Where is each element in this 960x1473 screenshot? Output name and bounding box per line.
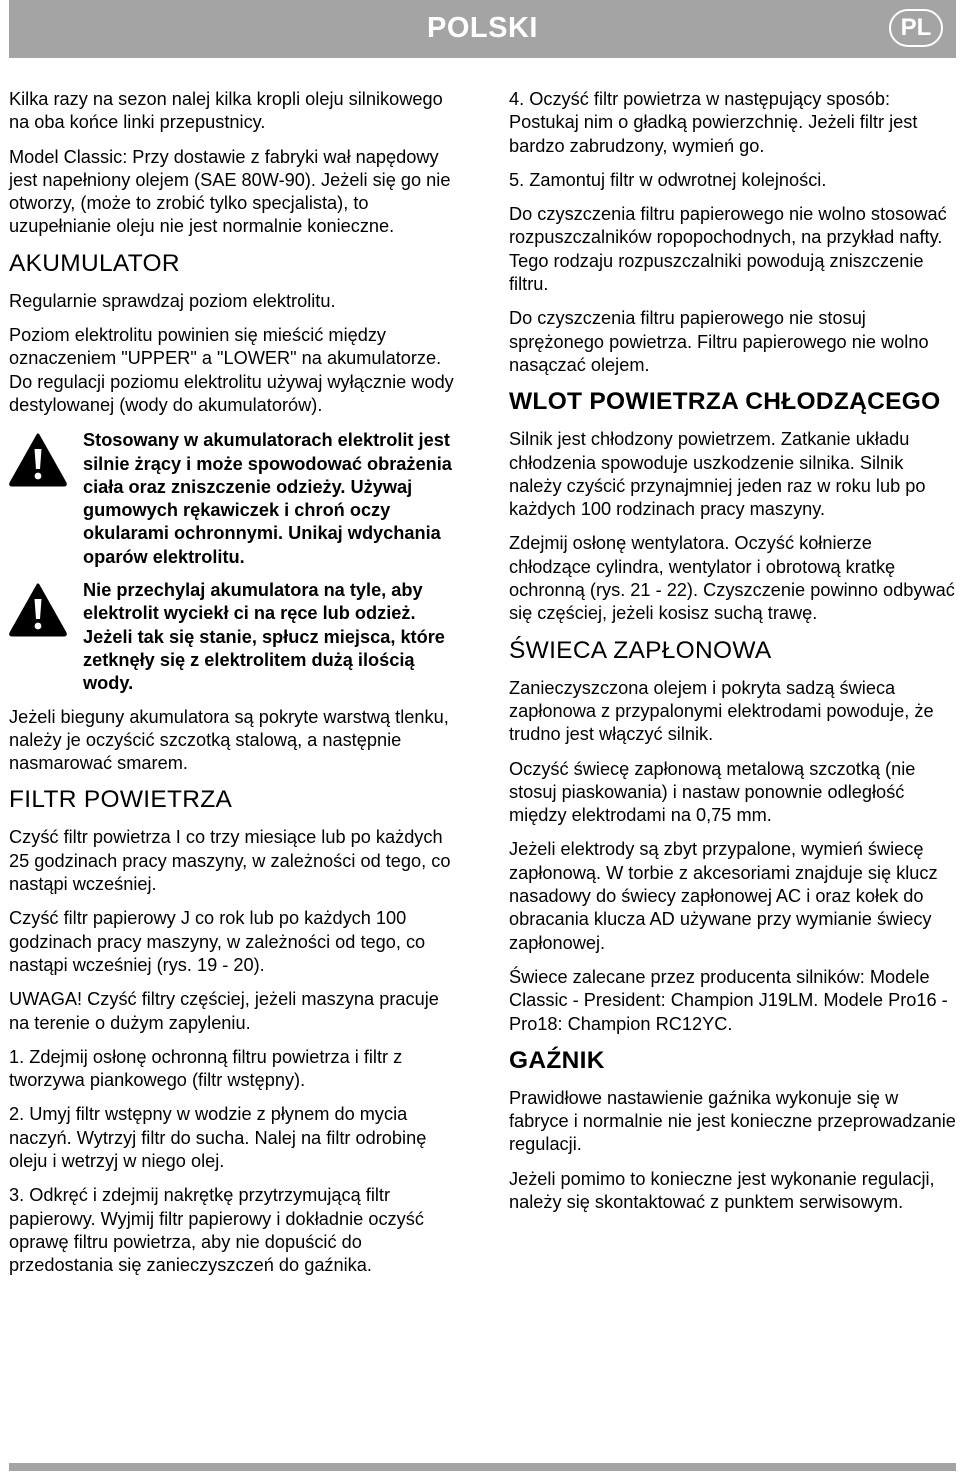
- step-1: 1. Zdejmij osłonę ochronną filtru powietrza i filtr z tworzywa piankowego (filtr wstępny).: [9, 1046, 403, 1091]
- language-badge: PL: [889, 9, 943, 47]
- paragraph-electrolyte-level: Poziom elektrolitu powinien się mieścić między oznaczeniem "UPPER" a "LOWER" na akumulatorze. Do regulacji poziomu elektrolitu używaj wyłącznie wody destylowanej (wody do akumulatorów).: [9, 325, 454, 415]
- paragraph-clean-air-filter: Czyść filtr powietrza I co trzy miesiące lub po każdych 25 godzinach pracy maszyny, w zależności od tego, co nastąpi wcześniej.: [9, 827, 451, 895]
- paragraph-replace-plug: Jeżeli elektrody są zbyt przypalone, wymień świecę zapłonową. W torbie z akcesoriami znajduje się klucz nasadowy do świecy zapłonowej AC i oraz kołek do obracania klucza AD używane przy wymianie świecy zapłonowej.: [509, 839, 938, 953]
- footer-rule: [9, 1463, 956, 1471]
- heading-wlot-powietrza: WLOT POWIETRZA CHŁODZĄCEGO: [509, 388, 941, 416]
- heading-akumulator: AKUMULATOR: [9, 249, 180, 277]
- paragraph-throttle-oil: Kilka razy na sezon nalej kilka kropli oleju silnikowego na oba końce linki przepustnicy.: [9, 89, 443, 133]
- warning-text-1: Stosowany w akumulatorach elektrolit jest silnie żrący i może spowodować obrażenia ciała oraz zniszczenie odzieży. Używaj gumowych rękawiczek i chroń oczy okularami ochronnymi. Unikaj wdychania oparów elektrolitu.: [83, 430, 452, 567]
- paragraph-dirty-plug: Zanieczyszczona olejem i pokryta sadzą świeca zapłonowa z przypalonymi elektrodami powoduje, że trudno jest włączyć silnik.: [509, 677, 934, 745]
- step-5: 5. Zamontuj filtr w odwrotnej kolejności.: [509, 169, 827, 190]
- warning-triangle-icon: [9, 433, 67, 487]
- step-4: 4. Oczyść filtr powietrza w następujący sposób: Postukaj nim o gładką powierzchnię. Jeżeli filtr jest bardzo zabrudzony, wymień go.: [509, 89, 918, 156]
- paragraph-carburetor-factory: Prawidłowe nastawienie gaźnika wykonuje się w fabryce i normalnie nie jest konieczne przeprowadzanie regulacji.: [509, 1087, 956, 1155]
- step-2: 2. Umyj filtr wstępny w wodzie z płynem do mycia naczyń. Wytrzyj filtr do sucha. Nalej na filtr odrobinę oleju i wetrzyj w niego olej.: [9, 1104, 427, 1171]
- warning-text-2: Nie przechylaj akumulatora na tyle, aby elektrolit wyciekł ci na ręce lub odzież. Jeżeli tak się stanie, spłucz miejsca, które zetknęły się z elektrolitem dużą ilością wody.: [83, 580, 445, 694]
- paragraph-no-compressed-air: Do czyszczenia filtru papierowego nie stosuj sprężonego powietrza. Filtru papierowego nie wolno nasączać olejem.: [509, 308, 929, 375]
- page-header: [9, 0, 956, 58]
- paragraph-note-dusty: UWAGA! Czyść filtry częściej, jeżeli maszyna pracuje na terenie o dużym zapyleniu.: [9, 989, 439, 1033]
- right-column: [509, 88, 957, 1225]
- paragraph-fan-cover: Zdejmij osłonę wentylatora. Oczyść kołnierze chłodzące cylindra, wentylator i obrotową kratkę ochronną (rys. 21 - 22). Czyszczenie powinno odbywać się częściej, jeżeli kosisz suchą trawę.: [509, 533, 955, 624]
- heading-gaznik: GAŹNIK: [509, 1046, 605, 1074]
- heading-swieca-zaplonowa: ŚWIECA ZAPŁONOWA: [509, 636, 772, 664]
- paragraph-carburetor-service: Jeżeli pomimo to konieczne jest wykonanie regulacji, należy się skontaktować z punktem serwisowym.: [509, 1168, 935, 1212]
- warning-do-not-tilt: [9, 579, 455, 695]
- left-column: [9, 88, 455, 1288]
- paragraph-paper-filter: Czyść filtr papierowy J co rok lub po każdych 100 godzinach pracy maszyny, w zależności od tego, co nastąpi wcześniej (rys. 19 - 20).: [9, 908, 426, 975]
- warning-triangle-icon: [9, 583, 67, 637]
- paragraph-recommended-plugs: Świece zalecane przez producenta silników: Modele Classic - President: Champion J19LM. Modele Pro16 - Pro18: Champion RC12YC.: [509, 966, 948, 1034]
- heading-filtr-powietrza: FILTR POWIETRZA: [9, 786, 233, 814]
- header-title: POLSKI: [427, 12, 538, 44]
- step-3: 3. Odkręć i zdejmij nakrętkę przytrzymującą filtr papierowy. Wyjmij filtr papierowy i dokładnie oczyść oprawę filtru powietrza, aby nie dopuścić do przedostania się zanieczyszczeń do gaźnika.: [9, 1185, 424, 1276]
- paragraph-classic-model: Model Classic: Przy dostawie z fabryki wał napędowy jest napełniony olejem (SAE 80W-90). Jeżeli się go nie otworzy, (może to zrobić tylko specjalista), to uzupełnianie oleju nie jest normalnie konieczne.: [9, 146, 451, 237]
- paragraph-no-solvents: Do czyszczenia filtru papierowego nie wolno stosować rozpuszczalników ropopochodnych, na przykład nafty. Tego rodzaju rozpuszczalniki powodują zniszczenie filtru.: [509, 204, 947, 295]
- paragraph-clean-plug: Oczyść świecę zapłonową metalową szczotką (nie stosuj piaskowania) i nastaw ponownie odległość między elektrodami na 0,75 mm.: [509, 758, 916, 826]
- paragraph-terminals-oxide: Jeżeli bieguny akumulatora są pokryte warstwą tlenku, należy je oczyścić szczotką stalową, a następnie nasmarować smarem.: [9, 706, 449, 774]
- paragraph-check-electrolyte: Regularnie sprawdzaj poziom elektrolitu.: [9, 290, 336, 311]
- paragraph-air-cooled: Silnik jest chłodzony powietrzem. Zatkanie układu chłodzenia spowoduje uszkodzenie silnika. Silnik należy czyścić przynajmniej jeden raz w roku lub po każdych 100 rodzinach pracy maszyny.: [509, 429, 926, 520]
- warning-electrolyte-corrosive: [9, 429, 455, 569]
